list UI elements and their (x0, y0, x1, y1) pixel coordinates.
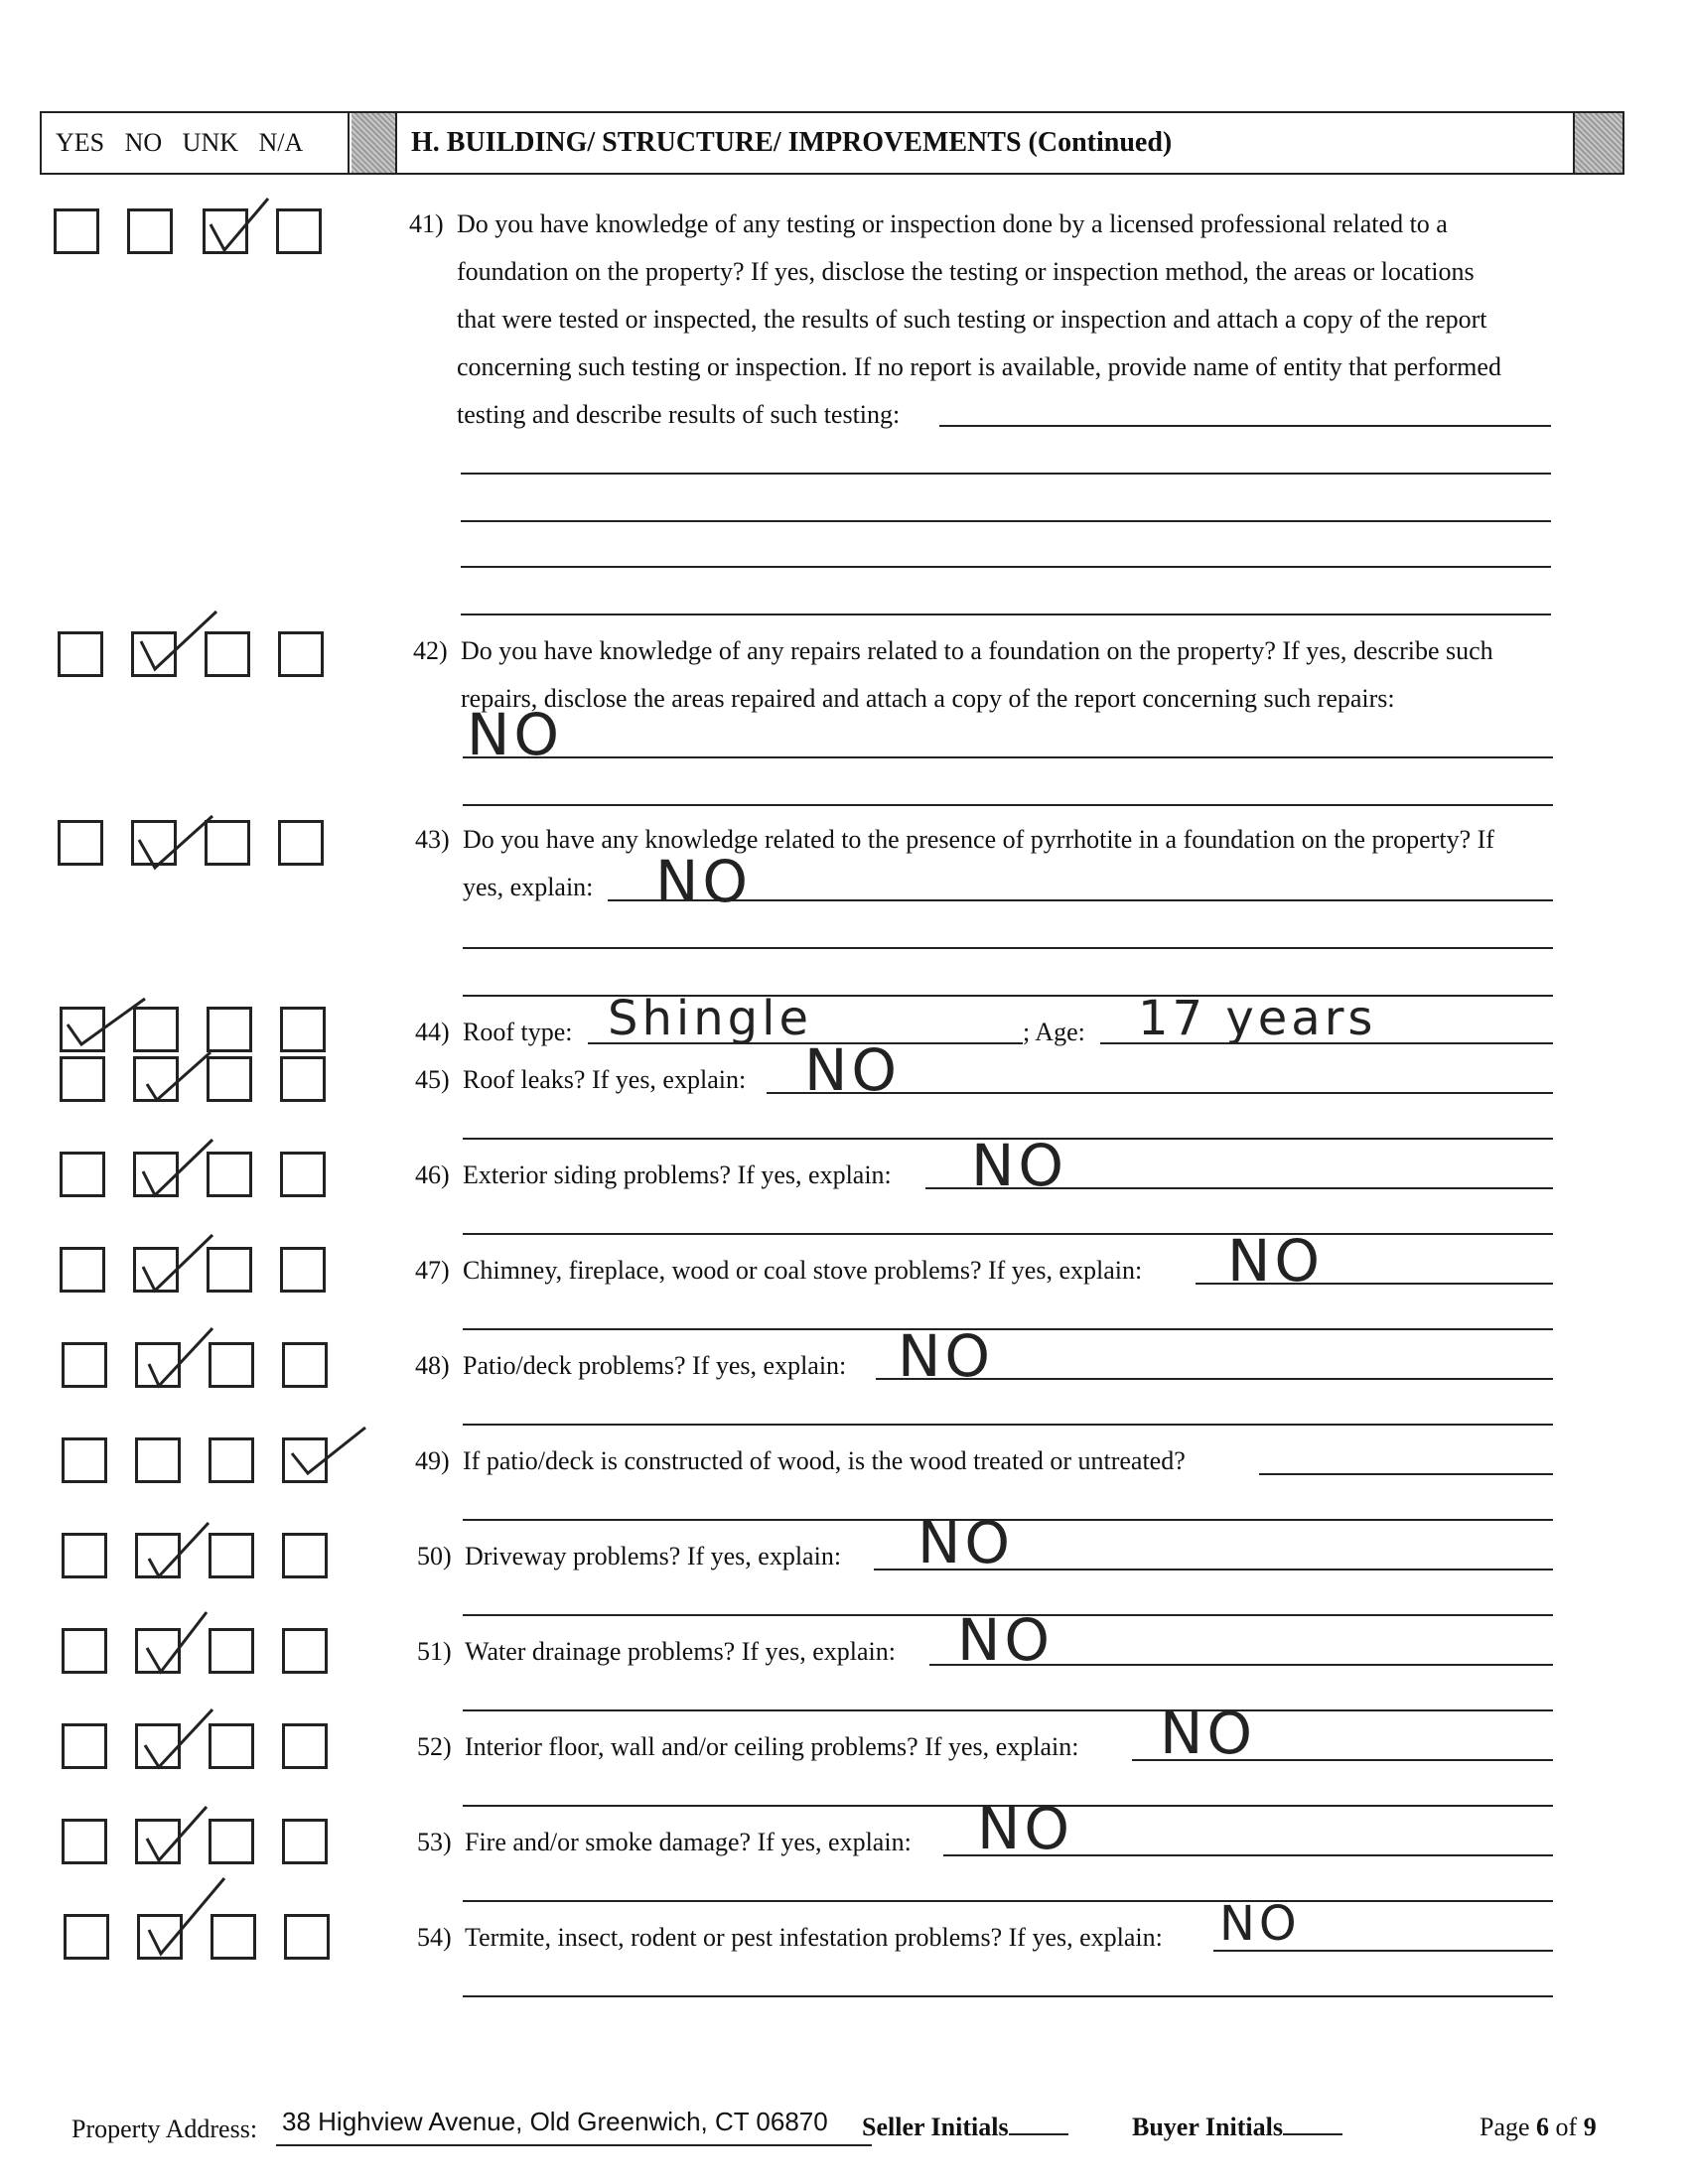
q51-no-checkbox[interactable] (135, 1628, 181, 1674)
q45-unk-checkbox[interactable] (207, 1056, 252, 1102)
q45-handwritten-answer: NO (804, 1036, 902, 1104)
q41-unk-checkbox[interactable] (203, 208, 248, 254)
q45-na-checkbox[interactable] (280, 1056, 326, 1102)
q53-na-checkbox[interactable] (282, 1819, 328, 1864)
property-address-label: Property Address: (71, 2115, 258, 2143)
q43-no-checkbox[interactable] (131, 820, 177, 866)
q41-answer-line[interactable] (461, 520, 1551, 522)
q41-answer-line[interactable] (461, 614, 1551, 615)
q44-handwritten-age: 17 years (1138, 991, 1377, 1046)
property-address-value[interactable]: 38 Highview Avenue, Old Greenwich, CT 06870 (282, 2107, 828, 2136)
q41-answer-line[interactable] (939, 425, 1551, 427)
q46-no-checkbox[interactable] (133, 1152, 179, 1197)
q47-no-checkbox[interactable] (133, 1247, 179, 1293)
seller-initials-label: Seller Initials (862, 2113, 1009, 2141)
q51-na-checkbox[interactable] (282, 1628, 328, 1674)
q53-answer-line[interactable] (463, 1900, 1553, 1902)
q54-no-checkbox[interactable] (137, 1914, 183, 1960)
section-header (40, 111, 1624, 175)
q52-handwritten-answer: NO (1160, 1700, 1257, 1767)
q41-answer-line[interactable] (461, 473, 1551, 475)
q46-yes-checkbox[interactable] (60, 1152, 105, 1197)
q41-yes-checkbox[interactable] (54, 208, 99, 254)
buyer-initials-label: Buyer Initials (1132, 2113, 1283, 2141)
answer-column-headers: YES NO UNK N/A (42, 113, 350, 173)
q48-unk-checkbox[interactable] (209, 1342, 254, 1388)
page-of: of (1555, 2113, 1578, 2141)
q47-answer-line[interactable] (463, 1328, 1553, 1330)
q50-handwritten-answer: NO (917, 1509, 1015, 1576)
q51-unk-checkbox[interactable] (209, 1628, 254, 1674)
q53-no-checkbox[interactable] (135, 1819, 181, 1864)
q44-unk-checkbox[interactable] (207, 1007, 252, 1052)
q47-unk-checkbox[interactable] (207, 1247, 252, 1293)
header-shade-left (352, 113, 397, 173)
q45-yes-checkbox[interactable] (60, 1056, 105, 1102)
q44-no-checkbox[interactable] (133, 1007, 179, 1052)
q41-na-checkbox[interactable] (276, 208, 322, 254)
q49-unk-checkbox[interactable] (209, 1437, 254, 1483)
q48-no-checkbox[interactable] (135, 1342, 181, 1388)
q49-yes-checkbox[interactable] (62, 1437, 107, 1483)
q47-handwritten-answer: NO (1227, 1227, 1325, 1295)
disclosure-page: YES NO UNK N/A H. BUILDING/ STRUCTURE/ IMPROVEMENTS (Continued) 41) Do you have knowledge of any testing or inspection done by a licensed professional related to a foundation on the property? If yes, disclose the testing or inspection method, the areas or locations that were tested or inspected, the results of such testing or inspection and attach a copy of the report concerning such testing or inspection. If no report is available, provide name of entity that performed testing and describe results of such testing: 42) Do you have knowledge of any repairs related to a foundation on the property? If yes, describe such repairs, disclose the areas repaired and attach a copy of the report concerning such repairs: NO 43) Do you have any knowledge related to the presence of pyrrhotite in a foundation on the property? If yes, explain: NO 44) Roof type: ; Age: Shingle 17 years 45) Roof leaks? If yes, explain: NO 46) Exterior siding problems? If yes, explain: NO 47) Chimney, fireplace, wood or coal stove problems? If yes, explain: NO 48) Patio/deck problems? If yes, explain: NO 49) If patio/deck is constructed of wood, is the wood treated or untreated? 50) Driveway problems? If yes, explain: NO 51) Water drainage problems? If yes, explain: NO 52) Interior floor, wall and/or ceiling problems? If yes, explain: NO 53) Fire and/or smoke damage? If yes, explain: NO 54) Termite, insect, rodent or pest infestation problems? If yes, explain: NO Property Address: 38 Highview Avenue, Old Greenwich, CT 06870 Seller Initials Buyer Initials Page 6 of 9 (0, 0, 1692, 2184)
q52-no-checkbox[interactable] (135, 1723, 181, 1769)
q41-answer-line[interactable] (461, 566, 1551, 568)
q50-unk-checkbox[interactable] (209, 1533, 254, 1578)
header-shade-right (1573, 113, 1622, 173)
q54-yes-checkbox[interactable] (64, 1914, 109, 1960)
q49-no-checkbox[interactable] (135, 1437, 181, 1483)
page-total: 9 (1583, 2113, 1597, 2141)
q49-answer-line[interactable] (1259, 1473, 1553, 1475)
q52-unk-checkbox[interactable] (209, 1723, 254, 1769)
q44-yes-checkbox[interactable] (60, 1007, 105, 1052)
q50-yes-checkbox[interactable] (62, 1533, 107, 1578)
q47-na-checkbox[interactable] (280, 1247, 326, 1293)
q54-answer-line[interactable] (463, 1995, 1553, 1997)
q46-answer-line[interactable] (463, 1233, 1553, 1235)
q44-handwritten-roof-type: Shingle (608, 991, 812, 1046)
q46-handwritten-answer: NO (971, 1132, 1068, 1199)
q44-na-checkbox[interactable] (280, 1007, 326, 1052)
page-indicator (1480, 2113, 1597, 2142)
q52-na-checkbox[interactable] (282, 1723, 328, 1769)
q54-na-checkbox[interactable] (284, 1914, 330, 1960)
q53-unk-checkbox[interactable] (209, 1819, 254, 1864)
q42-unk-checkbox[interactable] (205, 631, 250, 677)
q48-yes-checkbox[interactable] (62, 1342, 107, 1388)
q42-no-checkbox[interactable] (131, 631, 177, 677)
q54-unk-checkbox[interactable] (211, 1914, 256, 1960)
buyer-initials-blank[interactable] (1283, 2114, 1342, 2135)
q50-na-checkbox[interactable] (282, 1533, 328, 1578)
q42-na-checkbox[interactable] (278, 631, 324, 677)
q43-na-checkbox[interactable] (278, 820, 324, 866)
q51-answer-line[interactable] (463, 1709, 1553, 1711)
q53-handwritten-answer: NO (977, 1795, 1074, 1862)
q46-na-checkbox[interactable] (280, 1152, 326, 1197)
seller-initials-field[interactable] (862, 2113, 1068, 2142)
q42-handwritten-answer: NO (467, 701, 564, 768)
buyer-initials-field[interactable] (1132, 2113, 1342, 2142)
q46-unk-checkbox[interactable] (207, 1152, 252, 1197)
section-title: H. BUILDING/ STRUCTURE/ IMPROVEMENTS (Continued) (411, 127, 1173, 158)
q42-answer-line[interactable] (463, 804, 1553, 806)
q42-answer-line[interactable] (463, 756, 1553, 758)
q42-yes-checkbox[interactable] (58, 631, 103, 677)
q43-handwritten-answer: NO (655, 848, 753, 915)
q47-yes-checkbox[interactable] (60, 1247, 105, 1293)
q52-yes-checkbox[interactable] (62, 1723, 107, 1769)
q48-na-checkbox[interactable] (282, 1342, 328, 1388)
q43-yes-checkbox[interactable] (58, 820, 103, 866)
q49-na-checkbox[interactable] (282, 1437, 328, 1483)
q51-handwritten-answer: NO (957, 1606, 1055, 1674)
q41-no-checkbox[interactable] (127, 208, 173, 254)
q48-handwritten-answer: NO (898, 1322, 995, 1390)
q50-no-checkbox[interactable] (135, 1533, 181, 1578)
q45-no-checkbox[interactable] (133, 1056, 179, 1102)
q53-yes-checkbox[interactable] (62, 1819, 107, 1864)
property-address-line (276, 2144, 872, 2146)
q48-answer-line[interactable] (463, 1424, 1553, 1426)
page-prefix: Page (1480, 2113, 1530, 2141)
page-number: 6 (1536, 2113, 1550, 2141)
seller-initials-blank[interactable] (1009, 2114, 1068, 2135)
q43-answer-line[interactable] (463, 947, 1553, 949)
q43-unk-checkbox[interactable] (205, 820, 250, 866)
page-footer (71, 2107, 1621, 2156)
q54-handwritten-answer: NO (1219, 1896, 1301, 1952)
q51-yes-checkbox[interactable] (62, 1628, 107, 1674)
